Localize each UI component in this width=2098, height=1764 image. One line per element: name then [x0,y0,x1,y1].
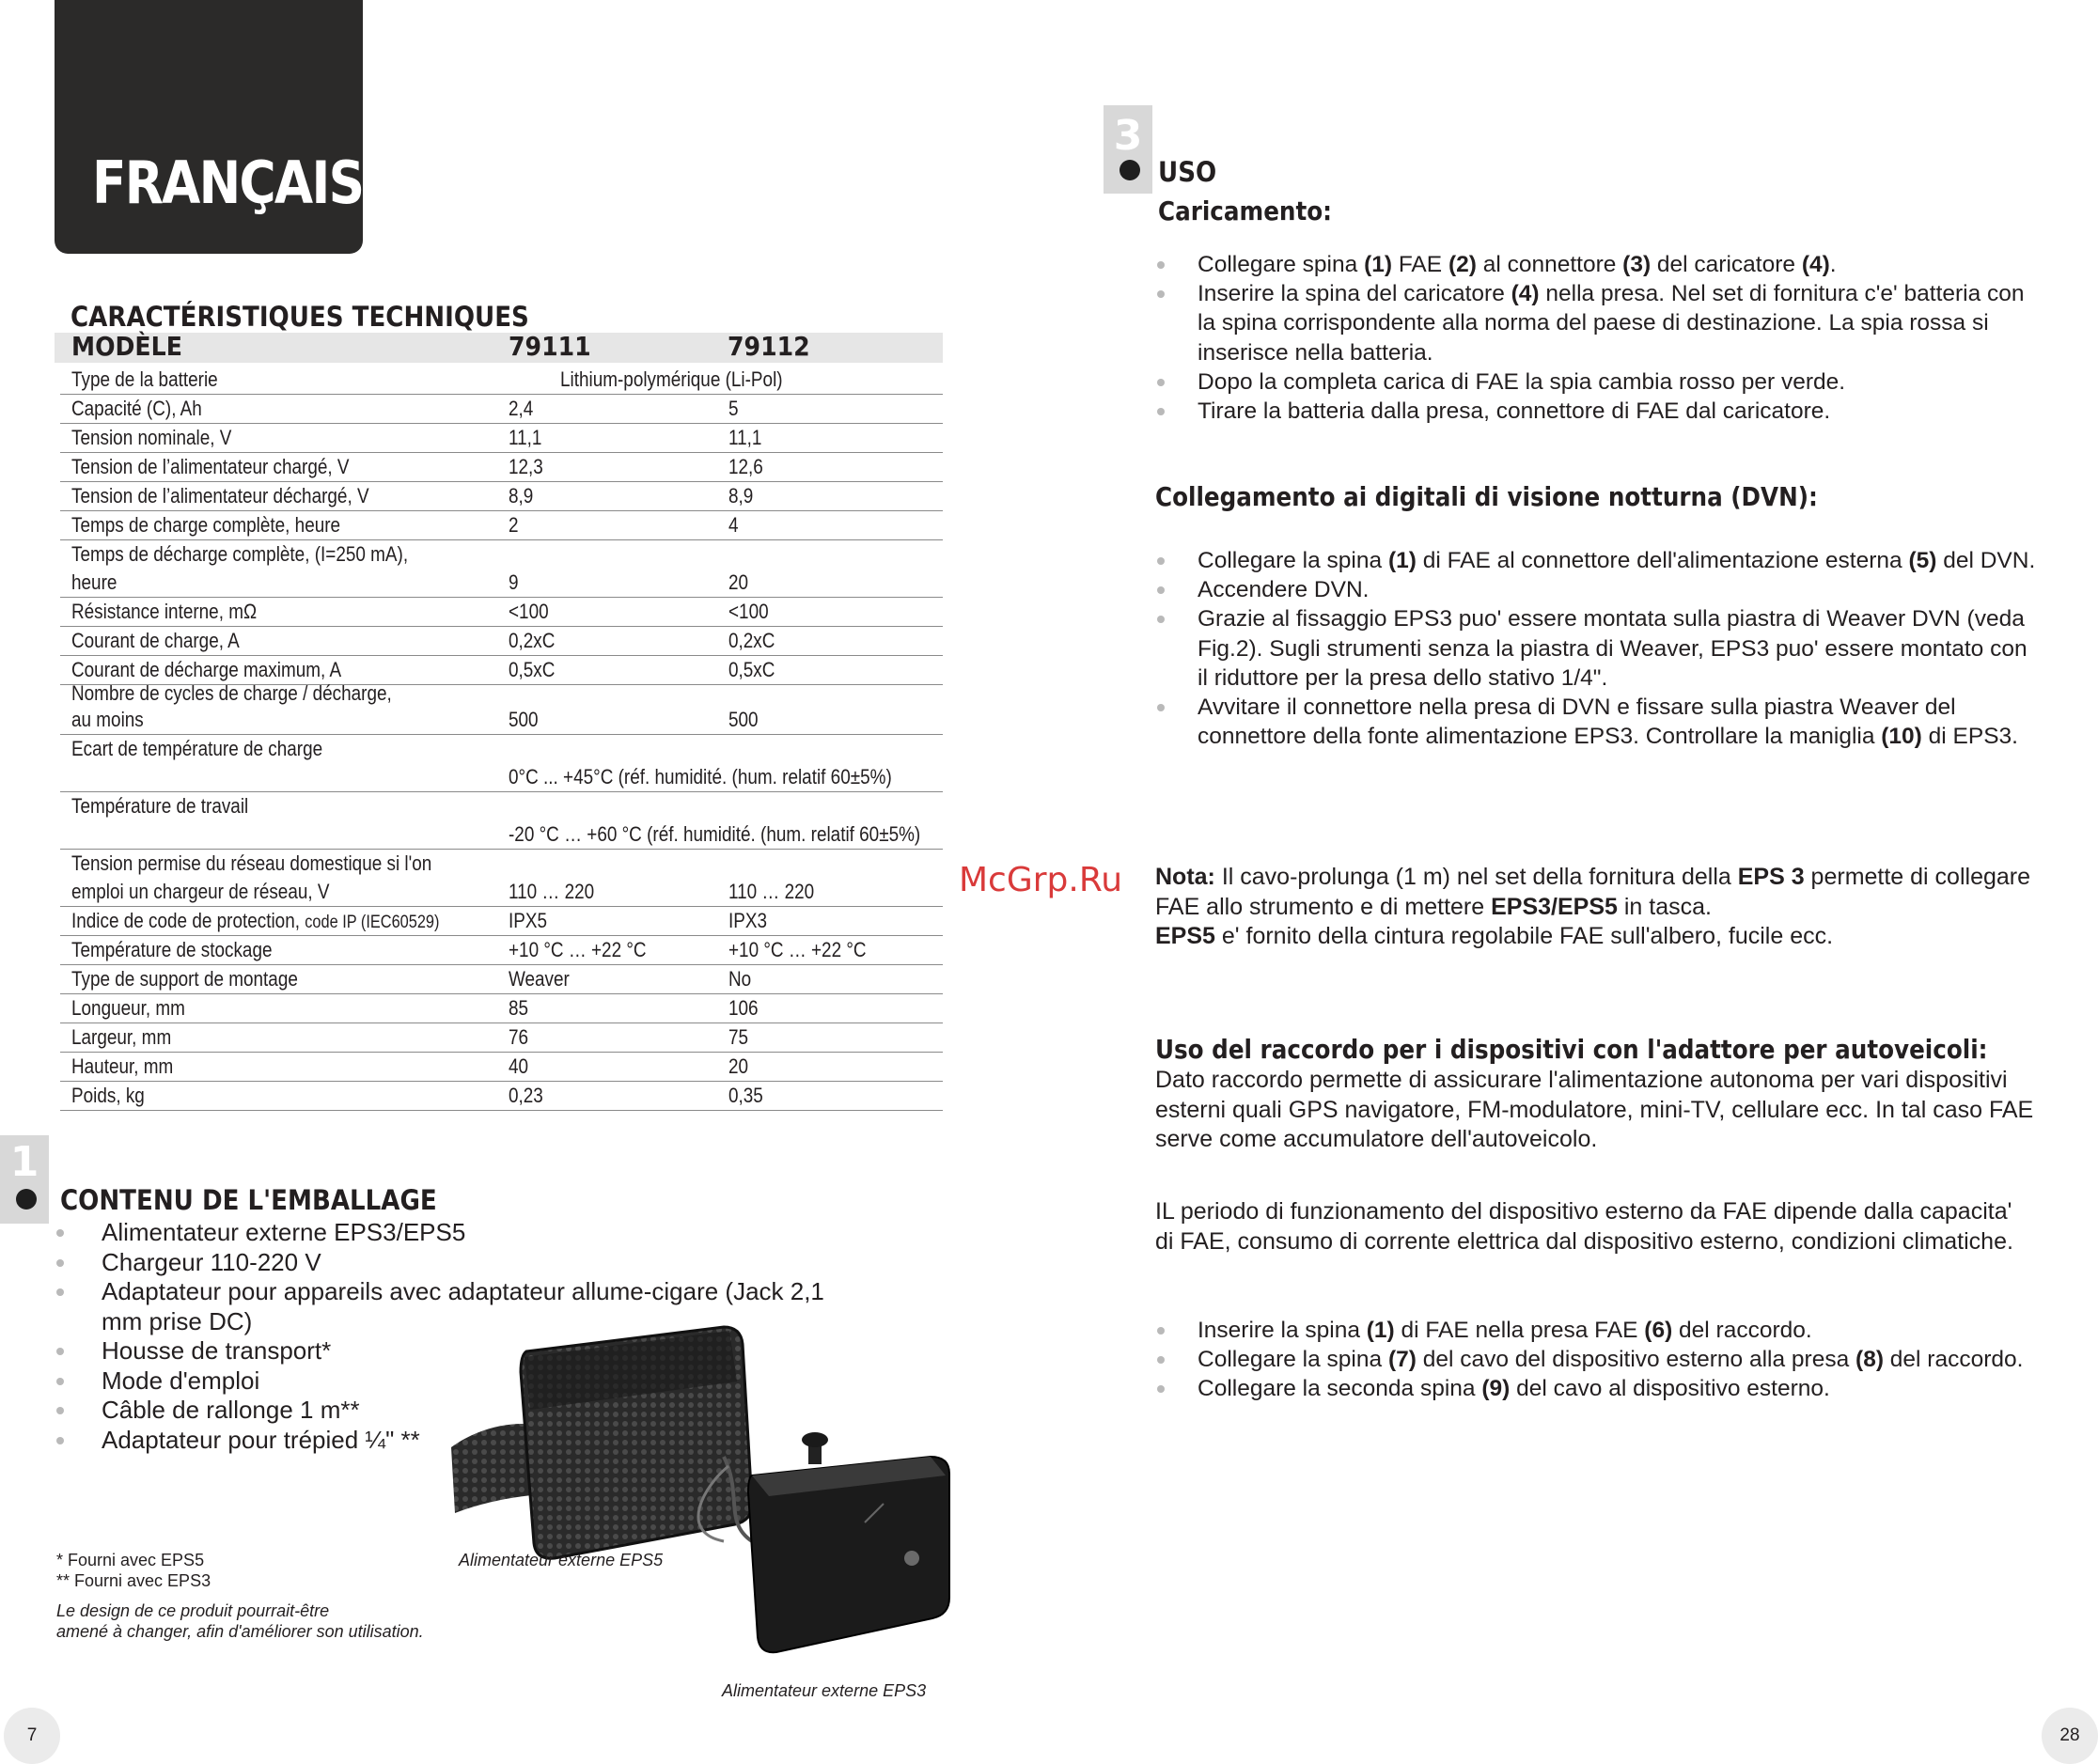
list-item: Inserire la spina del caricatore (4) nella presa. Nel set di fornitura c'e' batteria con la spina corrispondente alla norma del paese di destinazione. La spia rossa si inserisce nella batteria. [1155,279,2039,367]
list-item: Avvitare il connettore nella presa di DVN e fissare sulla piastra Weaver del connettore della fonte alimentazione EPS3. Controllare la maniglia (10) di EPS3. [1155,693,2039,751]
list-item: Collegare la seconda spina (9) del cavo al dispositivo esterno. [1155,1374,2039,1403]
table-row: Longueur, mm 85 106 [60,994,943,1023]
table-row: Température de stockage +10 °C … +22 °C +10 °C … +22 °C [60,936,943,965]
table-row: Temps de charge complète, heure 2 4 [60,511,943,540]
section-dot-icon [16,1189,37,1210]
table-row: Type de la batterie Lithium-polymérique (Li-Pol) [60,366,943,395]
eps5-pouch-image [451,1327,752,1558]
watermark: McGrp.Ru [959,861,1123,899]
page-number-left: 7 [4,1708,60,1764]
table-row: Largeur, mm 76 75 [60,1023,943,1053]
list-item: Grazie al fissaggio EPS3 puo' essere montata sulla piastra di Weaver DVN (veda Fig.2). Sugli strumenti senza la piastra di Weaver, EPS3 puo' essere montato con il riduttore per la presa dello stativo 1/4". [1155,604,2039,693]
list-item: Accendere DVN. [1155,575,2039,604]
specs-title: CARACTÉRISTIQUES TECHNIQUES [70,301,529,333]
table-row: Tension nominale, V 11,1 11,1 [60,424,943,453]
footnote-eps5: * Fourni avec EPS5 [56,1551,205,1569]
table-row: Hauteur, mm 40 20 [60,1053,943,1082]
list-item: Tirare la batteria dalla presa, connettore di FAE dal caricatore. [1155,397,2039,426]
dvn-title: Collegamento ai digitali di visione notturna (DVN): [1155,481,1818,512]
charging-title: Caricamento: [1158,195,1333,226]
uso-title: USO [1158,156,1217,188]
charging-list [1155,250,2039,426]
product-illustration [442,1316,968,1665]
table-row: Indice de code de protection, code IP (IEC60529) IPX5 IPX3 [60,907,943,936]
disclaimer-line1: Le design de ce produit pourrait-être [56,1601,330,1620]
table-row: Résistance interne, mΩ <100 <100 [60,598,943,627]
table-row: Nombre de cycles de charge / décharge, au moins 500 500 [60,685,943,735]
table-row: Type de support de montage Weaver No [60,965,943,994]
list-item: Câble de rallonge 1 m** [55,1396,797,1426]
car-adapter-text: Dato raccordo permette di assicurare l'alimentazione autonoma per vari dispositivi esterni quali GPS navigatore, FM-modulatore, mini-TV, cellulare ecc. In tal caso FAE serve come accumulatore dell'autoveicolo. [1155,1067,2034,1152]
section-number: 1 [9,1138,39,1186]
caption-eps3: Alimentateur externe EPS3 [722,1681,927,1700]
table-row: Tension de l’alimentateur chargé, V 12,3 12,6 [60,453,943,482]
table-row: Courant de décharge maximum, A 0,5xC 0,5xC [60,656,943,685]
car-adapter-title: Uso del raccordo per i dispositivi con l'adattore per autoveicoli: [1155,1034,1988,1065]
list-item: Collegare spina (1) FAE (2) al connettore (3) del caricatore (4). [1155,250,2039,279]
list-item: Inserire la spina (1) di FAE nella presa FAE (6) del raccordo. [1155,1316,2039,1345]
note-paragraph: Nota: Il cavo-prolunga (1 m) nel set della fornitura della EPS 3 permette di collegare FAE allo strumento e di mettere EPS3/EPS5 in tasca. EPS5 e' fornito della cintura regolabile FAE sull'albero, fucile ecc. [1155,864,2031,949]
table-row: Capacité (C), Ah 2,4 5 [60,395,943,424]
table-row: Poids, kg 0,23 0,35 [60,1082,943,1111]
col-model: MODÈLE [71,331,182,362]
list-item: Alimentateur externe EPS3/EPS5 [55,1218,797,1248]
list-item: Adaptateur pour appareils avec adaptateur allume-cigare (Jack 2,1 mm prise DC) [55,1277,844,1336]
footnote-eps3: ** Fourni avec EPS3 [56,1571,211,1590]
section-dot-icon [1119,160,1140,180]
table-row: Tension permise du réseau domestique si l'on emploi un chargeur de réseau, V 110 … 220 110 … 220 [60,850,943,907]
table-row: Temps de décharge complète, (I=250 mA), heure 9 20 [60,540,943,598]
package-title: CONTENU DE L'EMBALLAGE [60,1184,437,1216]
col-79112: 79112 [728,331,810,362]
list-item: Chargeur 110-220 V [55,1248,797,1278]
section-number: 3 [1113,112,1143,160]
dvn-list [1155,546,2039,751]
list-item: Housse de transport* [55,1336,797,1366]
table-row: Courant de charge, A 0,2xC 0,2xC [60,627,943,656]
table-row: Ecart de température de charge 0°C ... +45°C (réf. humidité. (hum. relatif 60±5%) [60,735,943,792]
list-item: Collegare la spina (1) di FAE al connettore dell'alimentazione esterna (5) del DVN. [1155,546,2039,575]
page-number-right: 28 [2042,1708,2098,1764]
car-adapter-list [1155,1316,2039,1404]
list-item: Collegare la spina (7) del cavo del dispositivo esterno alla presa (8) del raccordo. [1155,1345,2039,1374]
col-79111: 79111 [509,331,591,362]
list-item: Adaptateur pour trépied ¼" ** [55,1426,797,1456]
table-row: Tension de l’alimentateur déchargé, V 8,9 8,9 [60,482,943,511]
caption-eps5: Alimentateur externe EPS5 [459,1551,664,1569]
list-item: Mode d'emploi [55,1366,797,1397]
list-item: Dopo la completa carica di FAE la spia cambia rosso per verde. [1155,367,2039,397]
table-row: Température de travail -20 °C … +60 °C (réf. humidité. (hum. relatif 60±5%) [60,792,943,850]
language-title: FRANÇAIS [92,148,364,217]
period-text: IL periodo di funzionamento del dispositivo esterno da FAE dipende dalla capacita' di FAE, consumo di corrente elettrica dal dispositivo esterno, condizioni climatiche. [1155,1198,2013,1255]
disclaimer-line2: amené à changer, afin d'améliorer son utilisation. [56,1622,424,1641]
